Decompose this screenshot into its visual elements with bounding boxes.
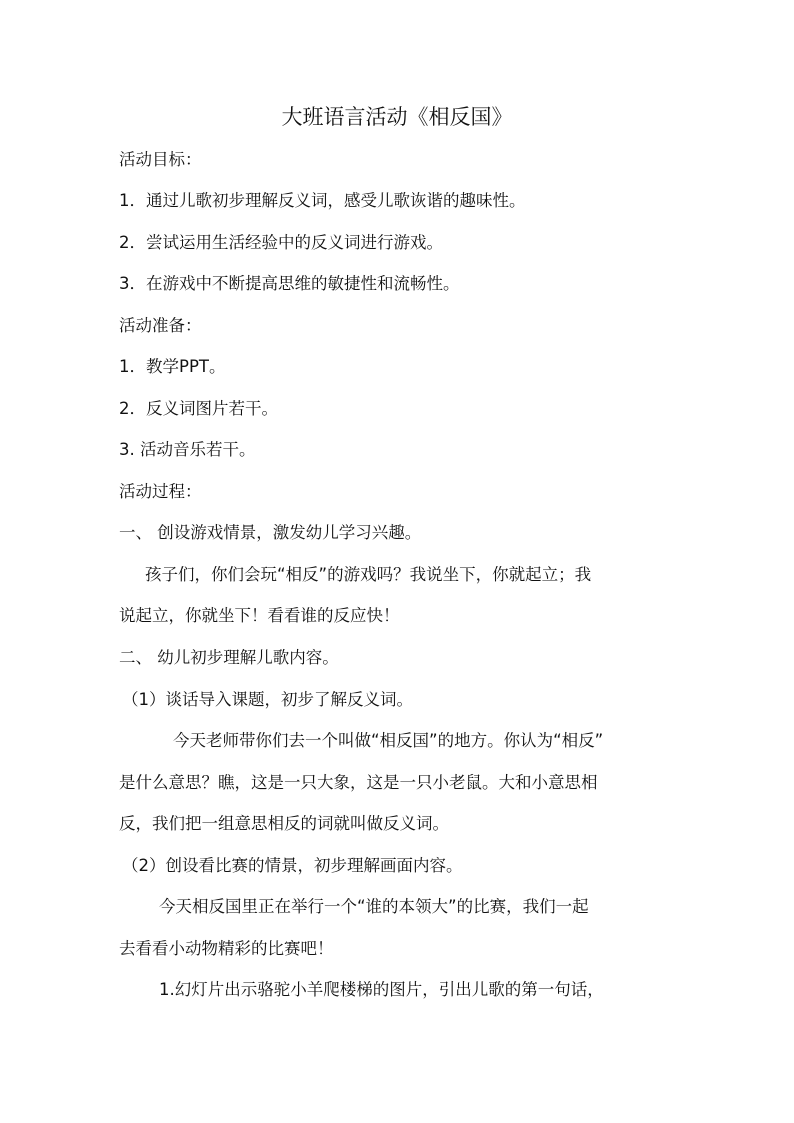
goal-item-2: 2．尝试运用生活经验中的反义词进行游戏。	[119, 233, 443, 252]
preparation-item-2: 2．反义词图片若干。	[119, 399, 278, 418]
process-step-2-heading: 二、 幼儿初步理解儿歌内容。	[119, 648, 339, 667]
paragraph-line: 是什么意思？瞧，这是一只大象，这是一只小老鼠。大和小意思相	[119, 773, 598, 792]
paragraph-line: 去看看小动物精彩的比赛吧！	[119, 939, 334, 958]
section-heading-goals: 活动目标：	[119, 150, 202, 169]
paragraph-line: 说起立，你就坐下！看看谁的反应快！	[119, 606, 400, 625]
substep-2-heading: （2）创设看比赛的情景，初步理解画面内容。	[122, 856, 463, 875]
goal-item-3: 3．在游戏中不断提高思维的敏捷性和流畅性。	[119, 274, 460, 293]
paragraph-line: 今天相反国里正在举行一个“谁的本领大”的比赛，我们一起	[159, 897, 589, 916]
goal-item-1: 1．通过儿歌初步理解反义词，感受儿歌诙谐的趣味性。	[119, 191, 526, 210]
paragraph-line: 今天老师带你们去一个叫做“相反国”的地方。你认为“相反”	[173, 731, 604, 750]
process-step-1-heading: 一、 创设游戏情景，激发幼儿学习兴趣。	[119, 523, 422, 542]
preparation-item-3: 3. 活动音乐若干。	[119, 440, 256, 459]
section-heading-process: 活动过程：	[119, 482, 202, 501]
document-title: 大班语言活动《相反国》	[281, 105, 513, 129]
substep-1-heading: （1）谈话导入课题，初步了解反义词。	[122, 690, 413, 709]
section-heading-preparation: 活动准备：	[119, 316, 202, 335]
paragraph-line: 1.幻灯片出示骆驼小羊爬楼梯的图片，引出儿歌的第一句话，	[159, 980, 604, 999]
paragraph-line: 孩子们，你们会玩“相反”的游戏吗？我说坐下，你就起立；我	[145, 565, 592, 584]
paragraph-line: 反，我们把一组意思相反的词就叫做反义词。	[119, 814, 449, 833]
preparation-item-1: 1．教学PPT。	[119, 357, 226, 376]
